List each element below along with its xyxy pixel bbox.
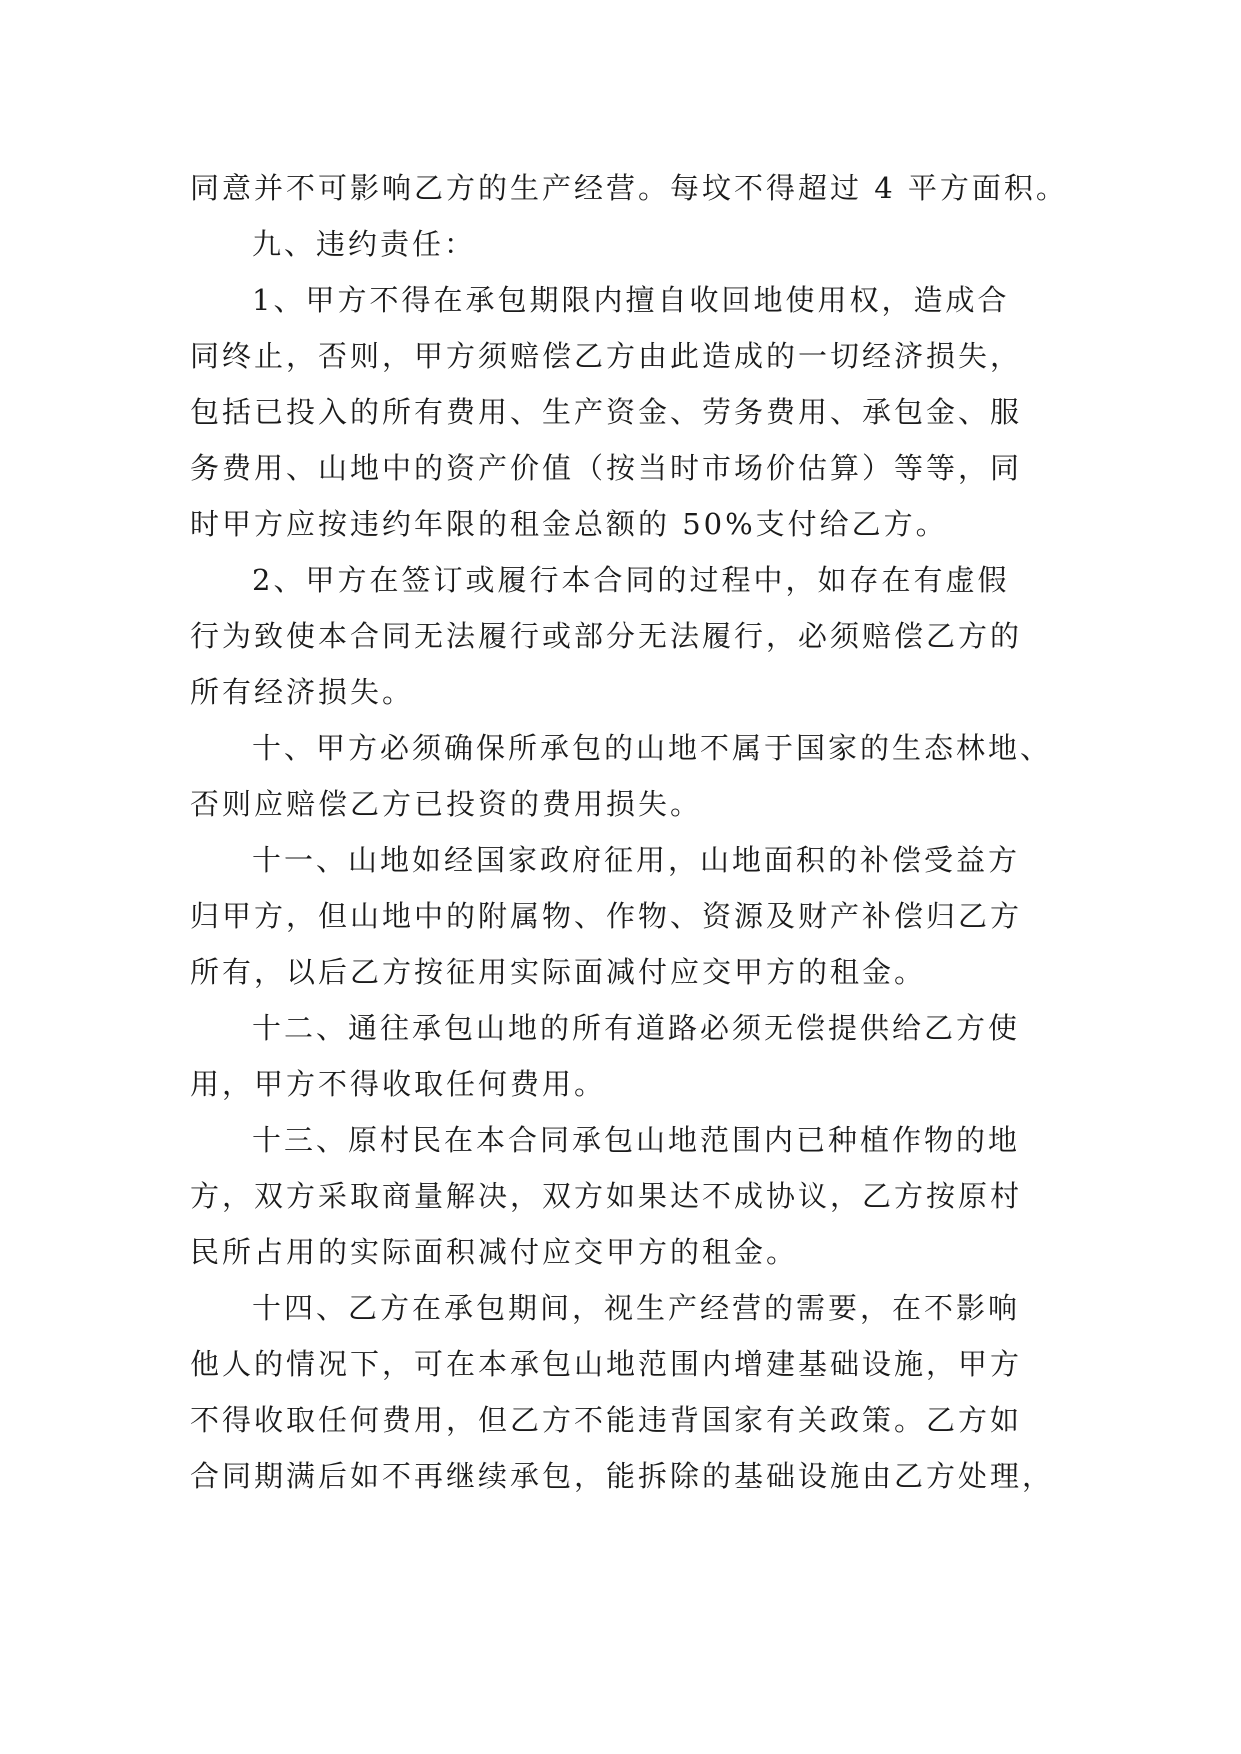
text-line: 归甲方，但山地中的附属物、作物、资源及财产补偿归乙方 <box>190 899 1023 933</box>
section-11-line: 十一、山地如经国家政府征用，山地面积的补偿受益方 <box>252 843 1021 877</box>
section-13-line: 十三、原村民在本合同承包山地范围内已种植作物的地 <box>252 1123 1021 1157</box>
text-line: 不得收取任何费用，但乙方不能违背国家有关政策。乙方如 <box>190 1403 1023 1437</box>
text-line: 合同期满后如不再继续承包，能拆除的基础设施由乙方处理， <box>190 1459 1055 1493</box>
text-line: 所有经济损失。 <box>190 675 415 709</box>
section-10-line: 十、甲方必须确保所承包的山地不属于国家的生态林地、 <box>252 731 1053 765</box>
text-line: 否则应赔偿乙方已投资的费用损失。 <box>190 787 703 821</box>
text-line: 所有，以后乙方按征用实际面减付应交甲方的租金。 <box>190 955 927 989</box>
text-line: 包括已投入的所有费用、生产资金、劳务费用、承包金、服 <box>190 395 1023 429</box>
section-12-line: 十二、通往承包山地的所有道路必须无偿提供给乙方使 <box>252 1011 1021 1045</box>
text-line: 行为致使本合同无法履行或部分无法履行，必须赔偿乙方的 <box>190 619 1023 653</box>
text-line: 务费用、山地中的资产价值（按当时市场价估算）等等，同 <box>190 451 1023 485</box>
section-14-line: 十四、乙方在承包期间，视生产经营的需要，在不影响 <box>252 1291 1021 1325</box>
text-line: 1、甲方不得在承包期限内擅自收回地使用权，造成合 <box>252 283 1010 317</box>
text-line: 同意并不可影响乙方的生产经营。每坟不得超过 4 平方面积。 <box>190 171 1068 205</box>
text-line: 他人的情况下，可在本承包山地范围内增建基础设施，甲方 <box>190 1347 1023 1381</box>
document-body <box>190 160 1068 1504</box>
section-heading-9: 九、违约责任： <box>252 227 477 261</box>
text-line: 方，双方采取商量解决，双方如果达不成协议，乙方按原村 <box>190 1179 1023 1213</box>
text-line: 时甲方应按违约年限的租金总额的 50%支付给乙方。 <box>190 507 948 541</box>
text-line: 同终止，否则，甲方须赔偿乙方由此造成的一切经济损失， <box>190 339 1023 373</box>
text-line: 2、甲方在签订或履行本合同的过程中，如存在有虚假 <box>252 563 1010 597</box>
text-line: 用，甲方不得收取任何费用。 <box>190 1067 607 1101</box>
text-line: 民所占用的实际面积减付应交甲方的租金。 <box>190 1235 799 1269</box>
